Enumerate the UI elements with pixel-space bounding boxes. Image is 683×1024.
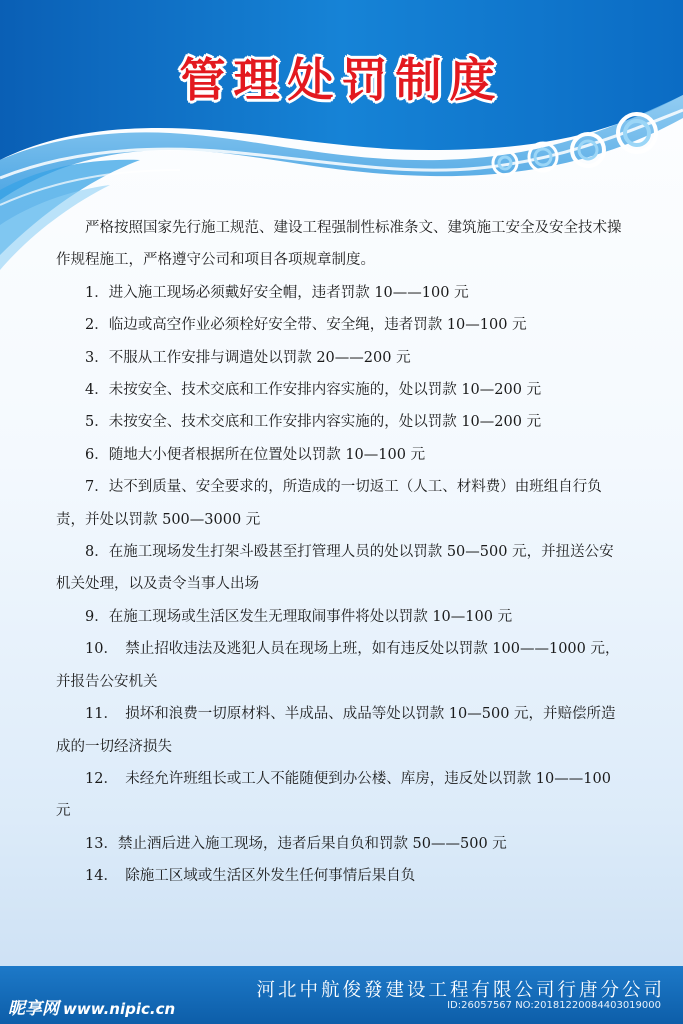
- regulation-body: [56, 212, 628, 893]
- page-title: 管理处罚制度: [179, 53, 504, 107]
- rule-item: 13．禁止酒后进入施工现场，违者后果自负和罚款 50——500 元: [85, 835, 507, 852]
- rule-item: 11． 损坏和浪费一切原材料、半成品、成品等处以罚款 10—500 元，并赔偿所造成的一切经济损失: [56, 706, 616, 755]
- company-name: 河北中航俊發建设工程有限公司行唐分公司: [256, 980, 665, 1001]
- intro-paragraph: 严格按照国家先行施工规范、建设工程强制性标准条文、建筑施工安全及安全技术操作规程施工，严格遵守公司和项目各项规章制度。: [56, 220, 622, 269]
- image-id: ID:26057567 NO:20181220084403019000: [447, 1000, 661, 1011]
- rule-item: 14． 除施工区域或生活区外发生任何事情后果自负: [85, 868, 416, 885]
- watermark-site: www.nipic.cn: [63, 1000, 176, 1018]
- rule-item: 8．在施工现场发生打架斗殴甚至打管理人员的处以罚款 50—500 元，并扭送公安机关处理，以及责令当事人出场: [56, 544, 614, 593]
- rule-item: 1．进入施工现场必须戴好安全帽，违者罚款 10——100 元: [85, 284, 469, 301]
- rule-item: 5．未按安全、技术交底和工作安排内容实施的，处以罚款 10—200 元: [85, 414, 542, 431]
- rule-item: 4．未按安全、技术交底和工作安排内容实施的，处以罚款 10—200 元: [85, 382, 542, 399]
- rule-item: 2．临边或高空作业必须栓好安全带、安全绳，违者罚款 10—100 元: [85, 317, 527, 334]
- rule-item: 12． 未经允许班组长或工人不能随便到办公楼、库房，违反处以罚款 10——100 元: [56, 770, 611, 820]
- footer-band: [0, 966, 683, 1024]
- watermark-brand: 昵享网: [8, 999, 59, 1019]
- rule-item: 3．不服从工作安排与调遣处以罚款 20——200 元: [85, 349, 411, 366]
- watermark: [8, 994, 175, 1019]
- rule-item: 9．在施工现场或生活区发生无理取闹事件将处以罚款 10—100 元: [85, 608, 513, 625]
- rule-item: 7．达不到质量、安全要求的，所造成的一切返工（人工、材料费）由班组自行负责，并处以罚款 500—3000 元: [56, 479, 602, 528]
- rule-item: 10． 禁止招收违法及逃犯人员在现场上班，如有违反处以罚款 100——1000 元，并报告公安机关: [56, 641, 620, 690]
- rule-item: 6．随地大小便者根据所在位置处以罚款 10—100 元: [85, 446, 426, 463]
